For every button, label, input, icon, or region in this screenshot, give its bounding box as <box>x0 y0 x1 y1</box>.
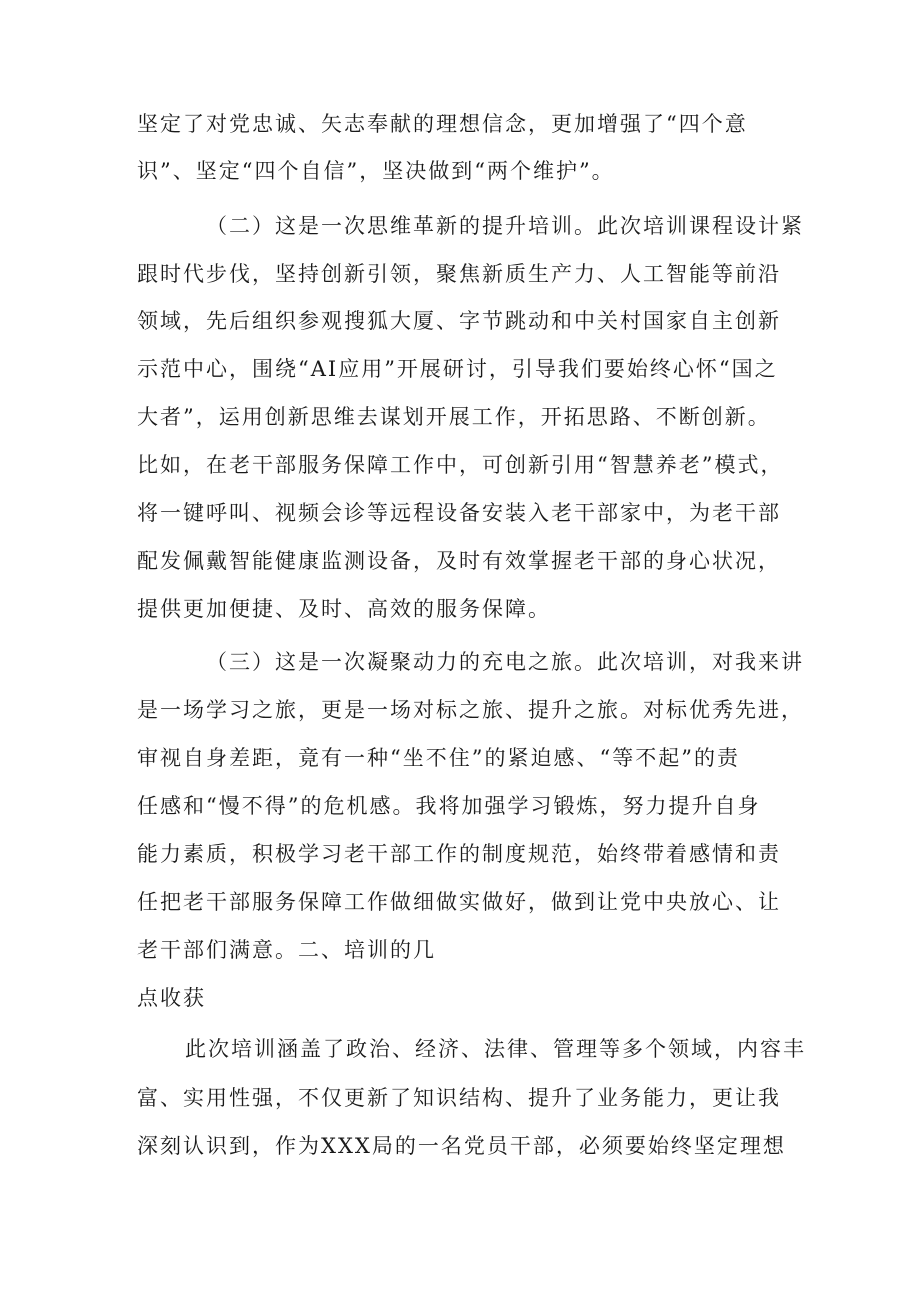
paragraph-2-first-line: （二）这是一次思维革新的提升培训。此次培训课程设计紧 <box>206 214 804 238</box>
text-line: 大者”，运用创新思维去谋划开展工作，开拓思路、不断创新。 <box>137 405 771 429</box>
text-line: 审视自身差距，竟有一种“坐不住”的紧迫感、“等不起”的责 <box>137 746 740 770</box>
text-line: 提供更加便捷、及时、高效的服务保障。 <box>137 597 551 621</box>
section-heading-tail: 点收获 <box>137 986 206 1010</box>
paragraph-4-first-line: 此次培训涵盖了政治、经济、法律、管理等多个领域，内容丰 <box>185 1037 806 1061</box>
text-line: 领域，先后组织参观搜狐大厦、字节跳动和中关村国家自主创新 <box>137 309 781 333</box>
text-line: 深刻认识到，作为XXX局的一名党员干部，必须要始终坚定理想 <box>137 1134 786 1158</box>
text-line: 配发佩戴智能健康监测设备，及时有效掌握老干部的身心状况， <box>137 549 781 573</box>
text-line: 跟时代步伐，坚持创新引领，聚焦新质生产力、人工智能等前沿 <box>137 262 781 286</box>
text-line: 比如，在老干部服务保障工作中，可创新引用“智慧养老”模式， <box>137 453 784 477</box>
text-line: 将一键呼叫、视频会诊等远程设备安装入老干部家中，为老干部 <box>137 501 781 525</box>
text-line: 任把老干部服务保障工作做细做实做好，做到让党中央放心、让 <box>137 890 781 914</box>
text-line: 老干部们满意。二、培训的几 <box>137 938 436 962</box>
text-line: 识”、坚定“四个自信”，坚决做到“两个维护”。 <box>137 159 615 183</box>
paragraph-3-first-line: （三）这是一次凝聚动力的充电之旅。此次培训，对我来讲 <box>206 650 804 674</box>
text-line: 是一场学习之旅，更是一场对标之旅、提升之旅。对标优秀先进， <box>137 698 804 722</box>
text-line: 坚定了对党忠诚、矢志奉献的理想信念，更加增强了“四个意 <box>137 112 748 136</box>
text-line: 富、实用性强，不仅更新了知识结构、提升了业务能力，更让我 <box>137 1086 781 1110</box>
text-line: 任感和“慢不得”的危机感。我将加强学习锻炼，努力提升自身 <box>137 794 761 818</box>
text-line: 示范中心，围绕“AI应用”开展研讨，引导我们要始终心怀“国之 <box>137 357 778 381</box>
text-line: 能力素质，积极学习老干部工作的制度规范，始终带着感情和责 <box>137 842 781 866</box>
